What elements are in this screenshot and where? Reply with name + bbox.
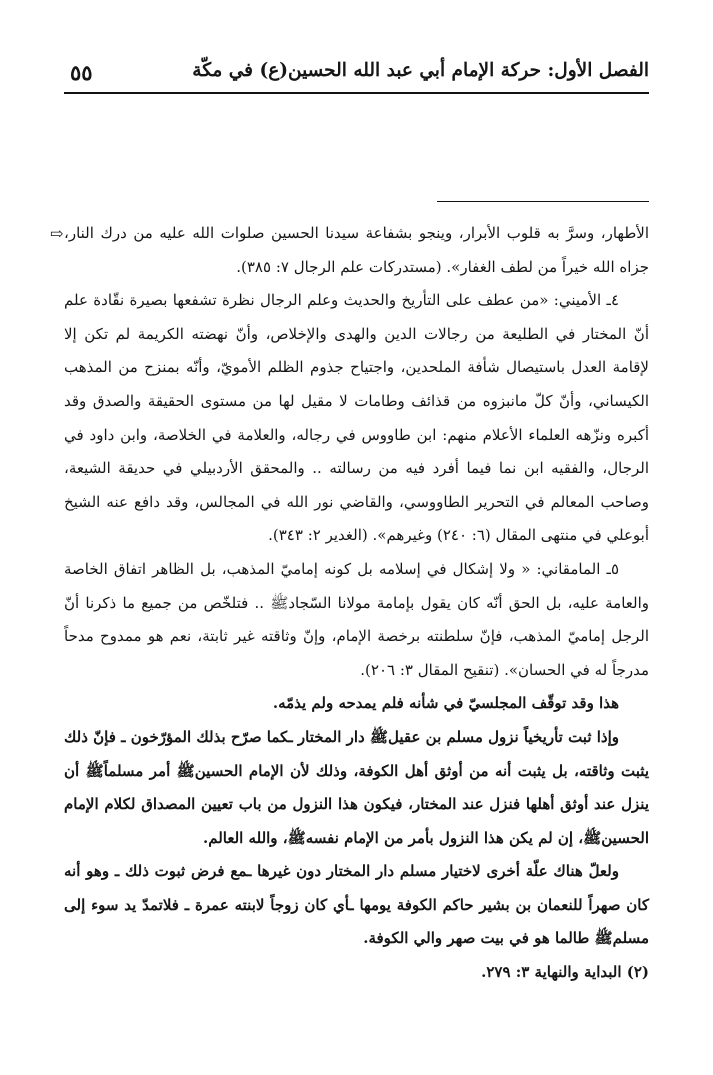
page-header [64,56,649,94]
chapter-title: حركة الإمام أبي عبد الله الحسين(ع) في مكّة [192,60,542,81]
footnote-rule [437,201,649,202]
continuation-arrow-icon: ⇨ [50,224,64,243]
paragraph-amini: ٤ـ الأميني: «من عطف على التأريخ والحديث وعلم الرجال نظرة تشفعها بصيرة نقّادة علم أنّ المختار في الطليعة من رجالات الدين والهدى والإخلاص، وأنّ نهضته الكريمة لم تكن إلا لإقامة العدل باستيصال شأفة الملحدين، واجتياح جذوم الظلم الأمويّ، وأنّه بمنزح من المذهب الكيساني، وأنّ كلّ مانبزوه من قذائف وطامات لا مقيل لها من مستوى الحقيقة والصدق وقد أكبره ونزّهه العلماء الأعلام منهم: ابن طاووس في رجاله، والعلامة في الخلاصة، وابن داود في الرجال، والفقيه ابن نما فيما أفرد فيه من رسالته .. والمحقق الأردبيلي في حديقة الشيعة، وصاحب المعالم في التحرير الطاووسي، والقاضي نور الله في المجالس، وقد دافع عنه الشيخ أبوعلي في منتهى المقال (٦: ٢٤٠) وغيرهم». (الغدير ٢: ٣٤٣). [64,291,649,545]
running-title [192,60,649,81]
paragraph-majlisi: هذا وقد توقّف المجلسيّ في شأنه فلم يمدحه ولم يذمّه. [272,694,619,713]
paragraph-mamaqani: ٥ـ المامقاني: « ولا إشكال في إسلامه بل كونه إماميّ المذهب، بل الظاهر اتفاق الخاصة والعامة عليه، بل الحق أنّه كان يقول بإمامة مولانا السّجادﷺ .. فتلخّص من جميع ما ذكرنا أنّ الرجل إماميّ المذهب، فإنّ سلطنته برخصة الإمام، وإنّ وثاقته غير ثابتة، نعم هو ممدوح مدحاً مدرجاً له في الحسان». (تنقيح المقال ٣: ٢٠٦). [64,559,649,679]
body-text [50,217,649,990]
paragraph-continuation [50,217,649,284]
paragraph-muslim-stay: وإذا ثبت تأريخياً نزول مسلم بن عقيلﷺ دار المختار ـكما صرّح بذلك المؤرّخون ـ فإنّ ذلك يثبت وثاقته، بل يثبت أنه من أوثق أهل الكوفة، وذلك لأن الإمام الحسينﷺ أمر مسلماًﷺ أن ينزل عند أوثق أهلها فنزل عند المختار، فيكون هذا النزول من باب تعيين المصداق لكلام الإمام الحسينﷺ، إن لم يكن هذا النزول بأمر من الإمام نفسهﷺ، والله العالم. [64,727,649,847]
page-number: ٥٥ [70,60,93,85]
chapter-label: الفصل الأول: [541,60,649,81]
paragraph-another-reason: ولعلّ هناك علّة أخرى لاختيار مسلم دار المختار دون غيرها ـمع فرض ثبوت ذلك ـ وهو أنه كان صهراً للنعمان بن بشير حاكم الكوفة يومها ـأي كان زوجاً لابنته عمرة ـ فلاتمدّ يد سوء إلى مسلمﷺ طالما هو في بيت صهر والي الكوفة. [64,862,649,948]
paragraph-text: الأطهار، وسرَّ به قلوب الأبرار، وينجو بشفاعة سيدنا الحسين صلوات الله عليه من درك النار، جزاه الله خيراً من لطف الغفار». (مستدركات علم الرجال ٧: ٣٨٥). [64,224,649,276]
footnote-reference: (٢) البداية والنهاية ٣: ٢٧٩. [481,963,649,982]
